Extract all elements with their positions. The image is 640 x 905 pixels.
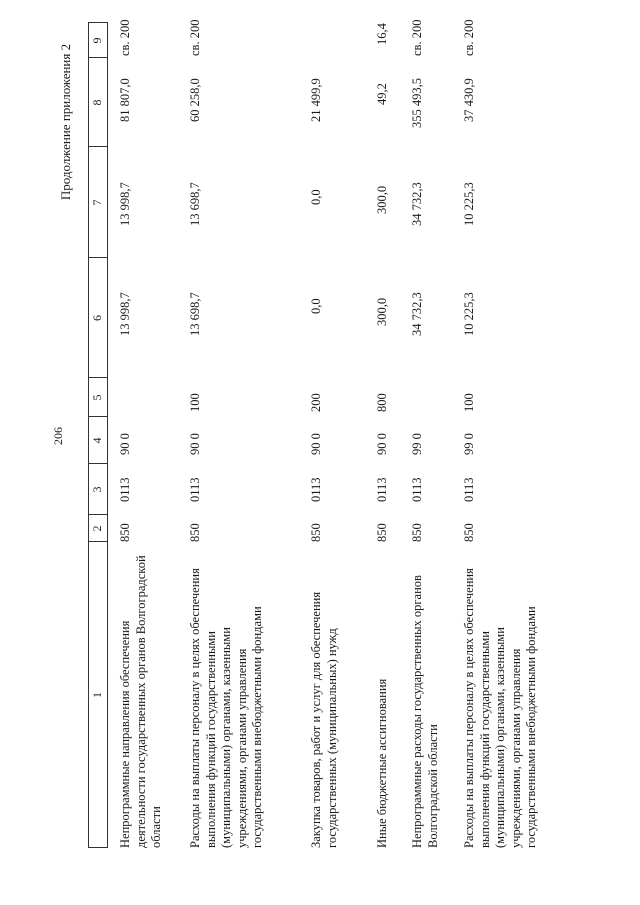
row-2-name: Расходы на выплаты персоналу в целях обеспечения выполнения функций государственными (муниципальными) органами, казенными учреждениями, органами управления государственными внебюджетными фондами xyxy=(188,568,264,848)
row-3-c6: 0,0 xyxy=(309,298,323,314)
row-2-c4: 90 0 xyxy=(188,433,202,455)
row-2-c8: 60 258,0 xyxy=(188,78,202,122)
row-4-c4: 90 0 xyxy=(375,433,389,455)
page-number: 206 xyxy=(51,427,65,445)
row-1-c2: 850 xyxy=(118,523,132,542)
row-5-c8: 355 493,5 xyxy=(410,78,424,128)
header-col-8: 8 xyxy=(90,99,104,106)
row-3-c2: 850 xyxy=(309,523,323,542)
row-1-c9: св. 200 xyxy=(118,19,132,56)
header-col-3: 3 xyxy=(90,486,104,493)
row-1-c8: 81 807,0 xyxy=(118,78,132,122)
row-4-c9: 16,4 xyxy=(375,23,389,45)
row-1-c6: 13 998,7 xyxy=(118,292,132,336)
row-3-c3: 0113 xyxy=(309,477,323,502)
row-3-c8: 21 499,9 xyxy=(309,78,323,122)
row-5-c6: 34 732,3 xyxy=(410,292,424,336)
appendix-table xyxy=(88,19,608,848)
row-5-name: Непрограммные расходы государственных органов Волгоградской области xyxy=(410,575,440,848)
row-5-c9: св. 200 xyxy=(410,19,424,56)
row-6-c7: 10 225,3 xyxy=(462,182,476,226)
row-6-c9: св. 200 xyxy=(462,19,476,56)
header-col-2: 2 xyxy=(90,525,104,532)
row-1-c4: 90 0 xyxy=(118,433,132,455)
row-6-c2: 850 xyxy=(462,523,476,542)
row-4-name: Иные бюджетные ассигнования xyxy=(375,678,389,848)
row-2-c3: 0113 xyxy=(188,477,202,502)
row-6-c5: 100 xyxy=(462,393,476,412)
header-col-9: 9 xyxy=(90,37,104,44)
row-4-c6: 300,0 xyxy=(375,297,389,326)
row-5-c4: 99 0 xyxy=(410,433,424,455)
row-4-c5: 800 xyxy=(375,393,389,412)
row-6-name: Расходы на выплаты персоналу в целях обеспечения выполнения функций государственными (муниципальными) органами, казенными учреждениями, органами управления государственными внебюджетными фондами xyxy=(462,568,538,848)
row-2-c7: 13 698,7 xyxy=(188,182,202,226)
header-col-5: 5 xyxy=(90,394,104,401)
row-6-c6: 10 225,3 xyxy=(462,292,476,336)
header-bottom-border xyxy=(107,22,108,848)
row-1-c3: 0113 xyxy=(118,477,132,502)
row-2-c6: 13 698,7 xyxy=(188,292,202,336)
row-5-c3: 0113 xyxy=(410,477,424,502)
row-4-c7: 300,0 xyxy=(375,185,389,214)
continuation-note: Продолжение приложения 2 xyxy=(58,43,73,201)
row-4-c3: 0113 xyxy=(375,477,389,502)
row-6-c8: 37 430,9 xyxy=(462,78,476,122)
row-5-c7: 34 732,3 xyxy=(410,182,424,226)
header-col-7: 7 xyxy=(90,199,104,206)
row-2-c5: 100 xyxy=(188,393,202,412)
row-3-name: Закупка товаров, работ и услуг для обеспечения государственных (муниципальных) нужд xyxy=(309,591,339,848)
row-2-c2: 850 xyxy=(188,523,202,542)
row-6-c3: 0113 xyxy=(462,477,476,502)
row-3-c4: 90 0 xyxy=(309,433,323,455)
row-4-c2: 850 xyxy=(375,523,389,542)
header-col-6: 6 xyxy=(90,315,104,321)
row-2-c9: св. 200 xyxy=(188,19,202,56)
row-1-name: Непрограммные направления обеспечения деятельности государственных органов Волгоградской области xyxy=(118,555,163,848)
row-4-c8: 49,2 xyxy=(375,83,389,105)
row-5-c2: 850 xyxy=(410,523,424,542)
row-6-c4: 99 0 xyxy=(462,433,476,455)
row-3-c7: 0,0 xyxy=(309,189,323,205)
row-3-c5: 200 xyxy=(309,393,323,412)
header-col-4: 4 xyxy=(90,437,104,444)
header-col-1: 1 xyxy=(90,692,104,698)
row-1-c7: 13 998,7 xyxy=(118,182,132,226)
